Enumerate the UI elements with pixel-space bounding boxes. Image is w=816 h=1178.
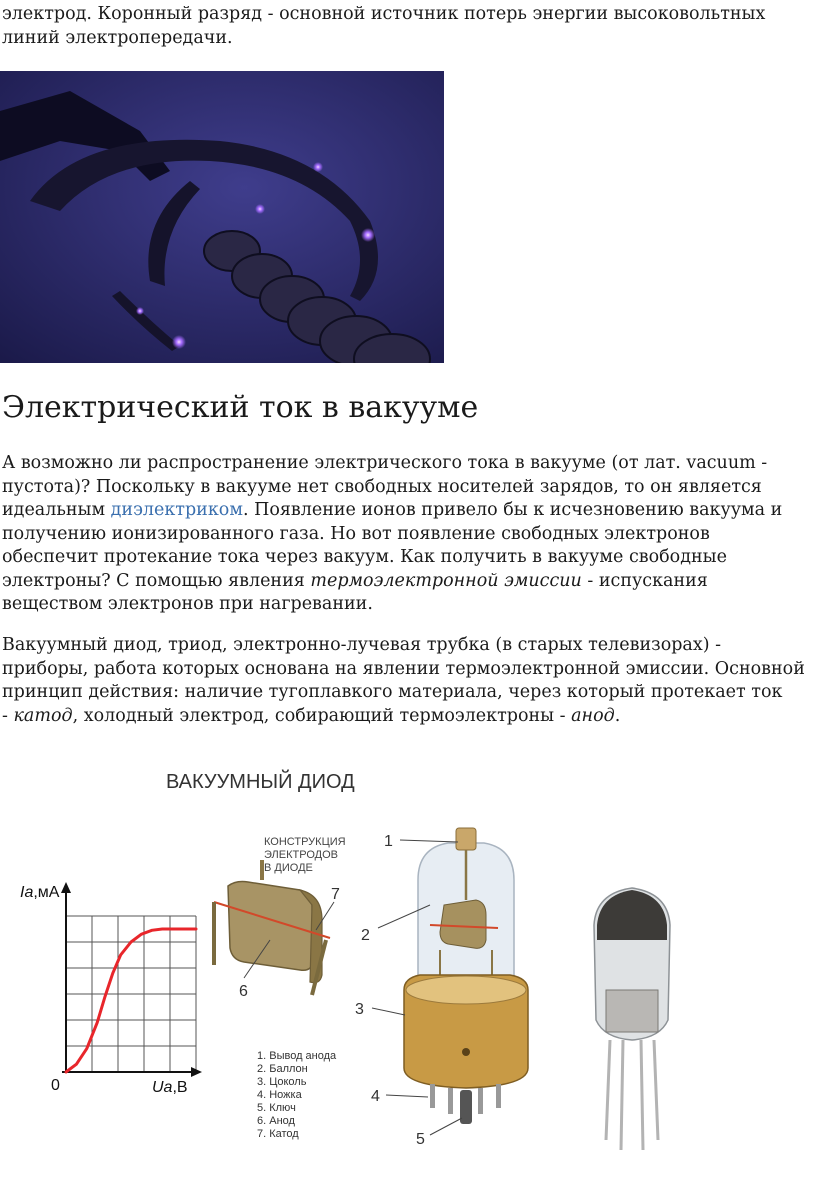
text-line: веществом электронов при нагревании. — [2, 594, 373, 614]
text-line: пустота)? Поскольку в вакууме нет свободных носителей зарядов, то он является — [2, 476, 762, 497]
text-line: Вакуумный диод, триод, электронно-лучевая трубка (в старых телевизорах) - — [2, 635, 722, 655]
text-line: обеспечит протекание тока через вакуум. Как получить в вакууме свободные — [2, 547, 727, 567]
corona-discharge-photo — [0, 71, 444, 363]
vacuum-tube-photo — [594, 888, 670, 1150]
text-segment: . Появление ионов привело бы к исчезновению вакуума и — [242, 500, 783, 520]
text-line: получению ионизированного газа. Но вот появление свободных электронов — [2, 523, 710, 544]
electrode-caption — [264, 836, 349, 874]
intro-paragraph — [2, 3, 814, 50]
text-segment: идеальным — [2, 500, 111, 520]
text-segment: - — [2, 705, 14, 726]
legend-item: 7. Катод — [257, 1128, 299, 1140]
y-axis-label — [20, 884, 60, 901]
figure-legend — [257, 1050, 337, 1140]
emphasis-term: катод — [13, 705, 73, 726]
text-line — [2, 499, 814, 523]
text-line — [2, 570, 814, 594]
emphasis-term: термоэлектронной эмиссии — [310, 570, 582, 591]
text-line: А возможно ли распространение электрического тока в вакууме (от лат. vacuum - — [2, 453, 768, 473]
text-segment: . — [614, 705, 621, 726]
legend-item: 3. Цоколь — [257, 1076, 307, 1088]
legend-item: 4. Ножка — [257, 1089, 302, 1101]
origin-label: 0 — [51, 1077, 60, 1094]
legend-item: 6. Анод — [257, 1115, 295, 1127]
section-heading: Электрический ток в вакууме — [2, 390, 479, 425]
paragraph-vacuum-diode — [2, 634, 814, 728]
caption-line: ЭЛЕКТРОДОВ — [264, 849, 338, 861]
x-axis-label — [152, 1079, 188, 1096]
text-line: линий электропередачи. — [2, 27, 233, 48]
x-axis-label-unit: ,В — [172, 1079, 188, 1096]
legend-item: 2. Баллон — [257, 1063, 308, 1075]
callout-3: 3 — [355, 1001, 364, 1018]
caption-line: КОНСТРУКЦИЯ — [264, 836, 346, 848]
y-axis-label-unit: ,мА — [33, 884, 60, 901]
callout-4: 4 — [371, 1088, 380, 1105]
legend-item: 1. Вывод анода — [257, 1050, 337, 1062]
text-line: электрод. Коронный разряд - основной источник потерь энергии высоковольтных — [2, 4, 766, 24]
diode-cutaway-illustration — [355, 828, 528, 1148]
y-axis-arrow — [61, 882, 71, 893]
iv-chart — [20, 882, 202, 1096]
caption-line: В ДИОДЕ — [264, 862, 313, 874]
figure-title: ВАКУУМНЫЙ ДИОД — [166, 771, 355, 793]
emphasis-term: анод — [571, 705, 615, 726]
y-axis-label-symbol: Ia — [20, 884, 34, 901]
paragraph-vacuum-current — [2, 452, 814, 617]
callout-7: 7 — [331, 886, 340, 903]
vacuum-diode-figure — [0, 752, 816, 1178]
text-segment: , холодный электрод, собирающий термоэлектроны - — [72, 705, 572, 726]
iv-curve — [66, 929, 196, 1072]
callout-2: 2 — [361, 927, 370, 944]
callout-1: 1 — [384, 833, 393, 850]
electrode-construction-illustration — [214, 836, 349, 1000]
text-line: приборы, работа которых основана на явлении термоэлектронной эмиссии. Основной — [2, 658, 805, 679]
text-segment: - испускания — [581, 570, 708, 591]
legend-item: 5. Ключ — [257, 1102, 296, 1114]
text-line: принцип действия: наличие тугоплавкого материала, через который протекает ток — [2, 682, 783, 702]
callout-6: 6 — [239, 983, 248, 1000]
dielectric-link[interactable]: диэлектриком — [110, 500, 243, 520]
x-axis-label-symbol: Ua — [152, 1079, 173, 1096]
text-segment: электроны? С помощью явления — [2, 570, 311, 591]
text-line — [2, 705, 814, 729]
callout-5: 5 — [416, 1131, 425, 1148]
